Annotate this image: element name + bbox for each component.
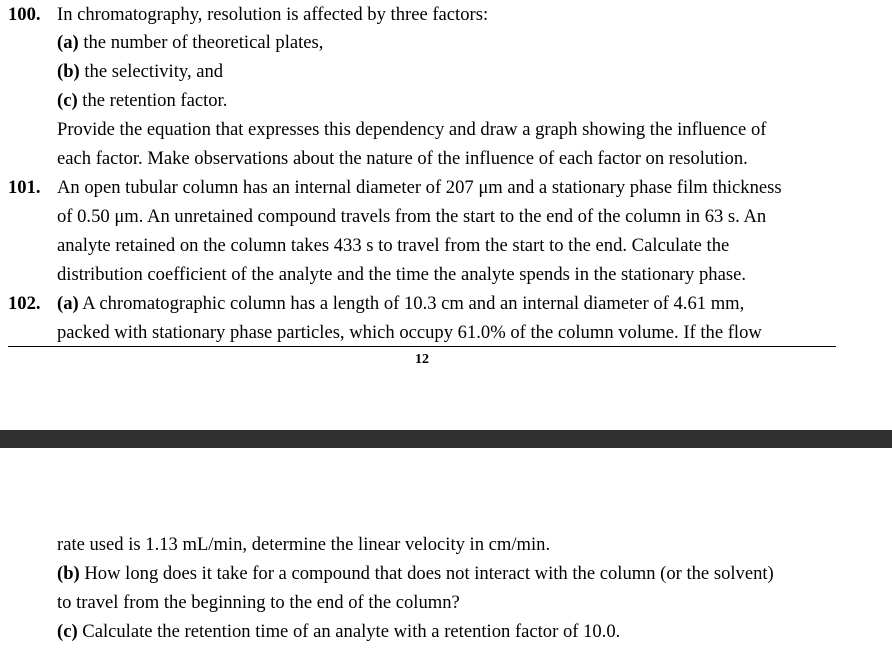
paragraph-line: (c) Calculate the retention time of an analyte with a retention factor of 10.0. [57,621,621,642]
paragraph-line: of 0.50 μm. An unretained compound travels from the start to the end of the column in 63 s. An [57,206,767,227]
list-item: (c) the retention factor. [57,90,228,111]
paragraph-line: packed with stationary phase particles, which occupy 61.0% of the column volume. If the flow [57,322,762,343]
paragraph-line: (b) How long does it take for a compound that does not interact with the column (or the solvent) [57,563,774,584]
question-intro: In chromatography, resolution is affected by three factors: [57,4,489,25]
question-number: 100. [8,4,41,25]
question-number: 101. [8,177,41,198]
footer-rule [8,346,836,347]
list-item: (a) the number of theoretical plates, [57,32,324,53]
question-number: 102. [8,293,41,314]
list-item: (b) the selectivity, and [57,61,224,82]
paragraph-line: An open tubular column has an internal diameter of 207 μm and a stationary phase film thickness [57,177,782,198]
page-number: 12 [415,352,429,367]
paragraph-line: rate used is 1.13 mL/min, determine the linear velocity in cm/min. [57,534,551,555]
paragraph-line: analyte retained on the column takes 433 s to travel from the start to the end. Calculate the [57,235,730,256]
paragraph-line: distribution coefficient of the analyte and the time the analyte spends in the stationary phase. [57,264,746,285]
paragraph-line: to travel from the beginning to the end of the column? [57,592,460,613]
page-divider [0,430,892,448]
paragraph-line: (a) A chromatographic column has a length of 10.3 cm and an internal diameter of 4.61 mm, [57,293,745,314]
paragraph-line: Provide the equation that expresses this dependency and draw a graph showing the influence of [57,119,767,140]
paragraph-line: each factor. Make observations about the nature of the influence of each factor on resolution. [57,148,748,169]
